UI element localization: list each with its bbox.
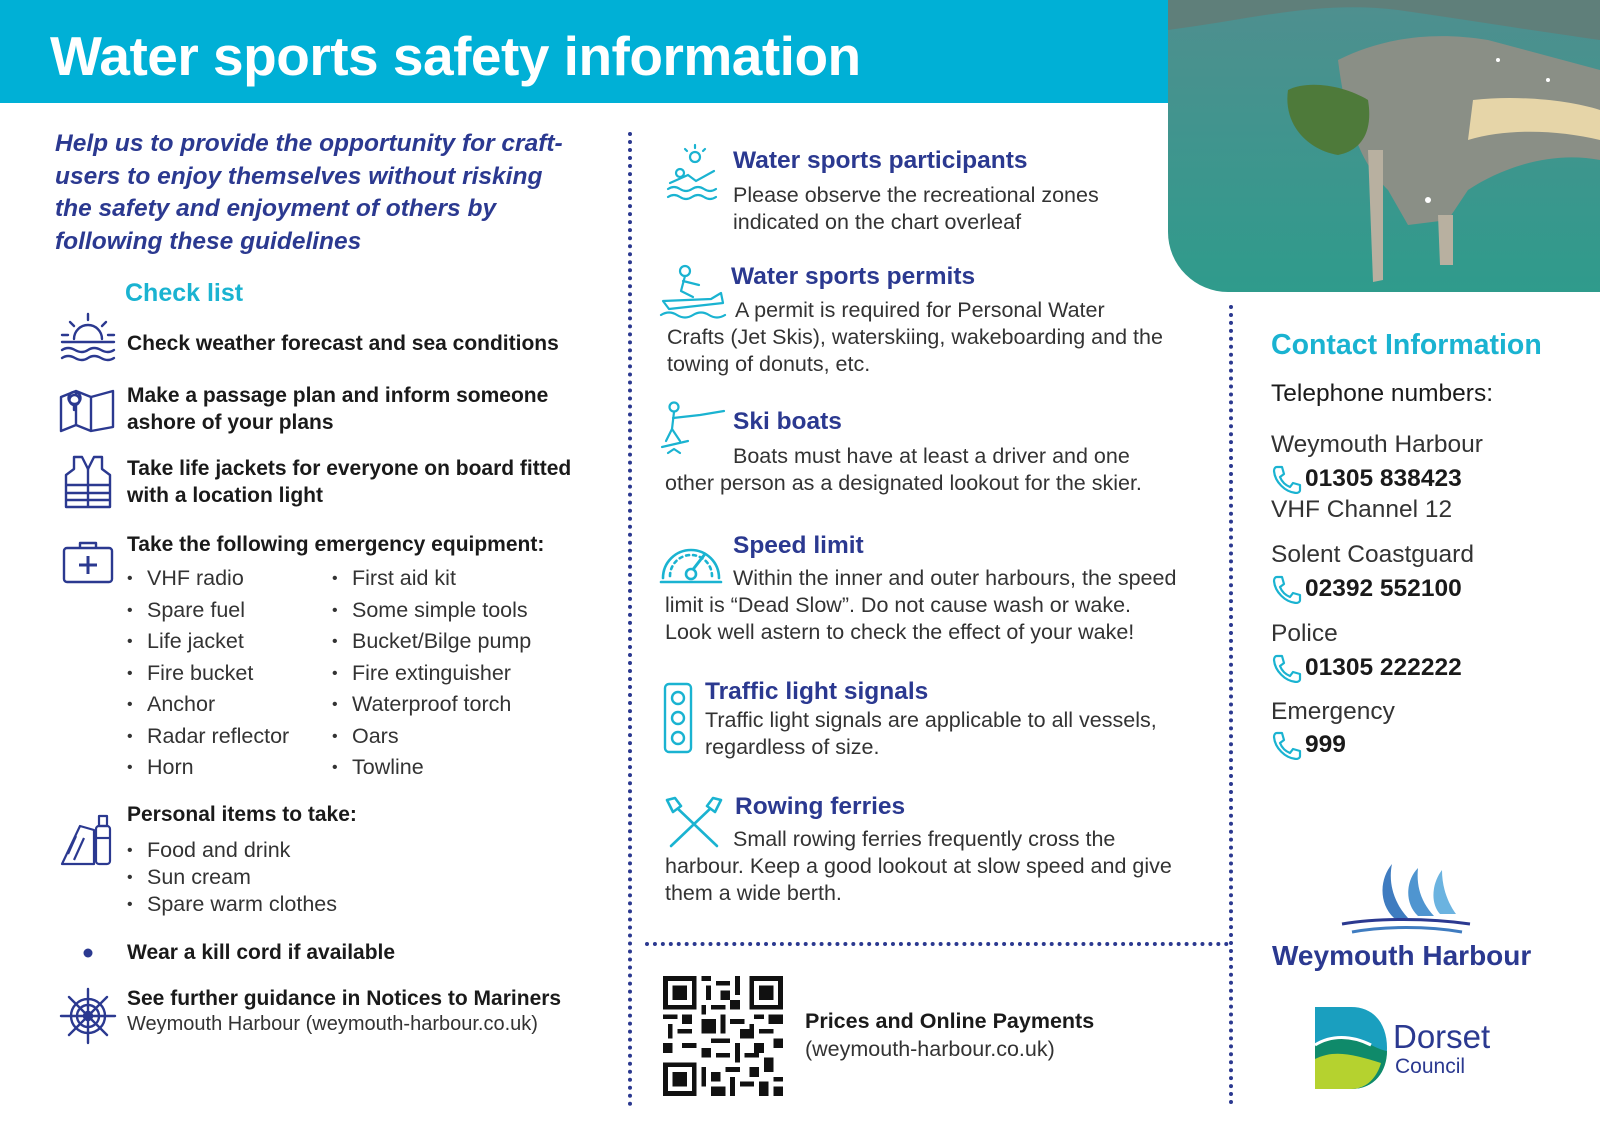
check-life-jackets: Take life jackets for everyone on board fitted with a location light bbox=[127, 457, 572, 507]
speedometer-icon bbox=[659, 532, 723, 586]
phone-icon bbox=[1271, 653, 1303, 683]
list-item: • Bucket/Bilge pump bbox=[332, 626, 531, 658]
dorset-council-emblem bbox=[1311, 1005, 1389, 1091]
kill-cord: Wear a kill cord if available bbox=[127, 941, 396, 964]
speed-limit-title: Speed limit bbox=[733, 532, 864, 559]
qr-code[interactable] bbox=[663, 976, 783, 1096]
list-item: • Waterproof torch bbox=[332, 689, 531, 721]
sun-over-waves-icon bbox=[60, 311, 116, 365]
guidance-notices: See further guidance in Notices to Mariners bbox=[127, 987, 562, 1010]
equipment-title: Take the following emergency equipment: bbox=[127, 533, 545, 556]
jet-ski-icon bbox=[659, 263, 727, 319]
list-item: • First aid kit bbox=[332, 563, 531, 595]
title-bar bbox=[0, 0, 1168, 103]
rowing-ferries-title: Rowing ferries bbox=[735, 793, 906, 820]
permits-title: Water sports permits bbox=[731, 263, 976, 290]
dorset-logo-text: Dorset bbox=[1393, 1018, 1491, 1055]
payments-divider bbox=[645, 942, 1229, 946]
water-skier-icon bbox=[660, 401, 726, 457]
phone-icon bbox=[1271, 730, 1303, 760]
coastguard-phone[interactable]: 02392 552100 bbox=[1271, 574, 1462, 604]
list-item: • Life jacket bbox=[127, 626, 289, 658]
vhf-channel: VHF Channel 12 bbox=[1271, 496, 1453, 523]
list-item: • VHF radio bbox=[127, 563, 289, 595]
map-pin-icon bbox=[59, 385, 115, 433]
bullet-dot-icon bbox=[83, 948, 93, 958]
list-item: • Food and drink bbox=[127, 837, 337, 864]
list-item: • Spare fuel bbox=[127, 595, 289, 627]
guidance-link[interactable]: Weymouth Harbour (weymouth-harbour.co.uk) bbox=[127, 1013, 538, 1035]
telephone-heading: Telephone numbers: bbox=[1271, 380, 1494, 407]
ski-boats-body-first: Boats must have at least a driver and one bbox=[733, 444, 1130, 468]
column-divider-right bbox=[1229, 305, 1233, 1105]
traffic-light-icon bbox=[663, 682, 693, 754]
weymouth-harbour-logo-text: Weymouth Harbour bbox=[1272, 940, 1532, 971]
participants-title: Water sports participants bbox=[733, 147, 1028, 174]
rowing-ferries-body-first: Small rowing ferries frequently cross the bbox=[733, 827, 1116, 851]
emergency-phone[interactable]: 999 bbox=[1271, 730, 1346, 760]
prices-title: Prices and Online Payments bbox=[805, 1009, 1095, 1033]
personal-items-list bbox=[127, 837, 337, 918]
list-item: • Anchor bbox=[127, 689, 289, 721]
page-title: Water sports safety information bbox=[50, 25, 861, 87]
equipment-list-col2 bbox=[332, 563, 531, 784]
prices-link[interactable]: (weymouth-harbour.co.uk) bbox=[805, 1037, 1055, 1061]
permits-body-first: A permit is required for Personal Water bbox=[735, 298, 1105, 322]
permits-body-rest: Crafts (Jet Skis), waterskiing, wakeboarding and the towing of donuts, etc. bbox=[667, 325, 1163, 376]
contact-title: Contact Information bbox=[1271, 329, 1542, 361]
list-item: • Oars bbox=[332, 721, 531, 753]
rowing-ferries-body-rest: harbour. Keep a good lookout at slow speed and give them a wide berth. bbox=[665, 854, 1172, 905]
emergency-label: Emergency bbox=[1271, 698, 1395, 725]
phone-icon bbox=[1271, 464, 1303, 494]
list-item: • Sun cream bbox=[127, 864, 337, 891]
harbour-aerial-photo bbox=[1168, 0, 1600, 292]
police-label: Police bbox=[1271, 620, 1338, 647]
list-item: • Radar reflector bbox=[127, 721, 289, 753]
list-item: • Spare warm clothes bbox=[127, 891, 337, 918]
check-weather: Check weather forecast and sea conditions bbox=[127, 332, 559, 355]
list-item: • Fire bucket bbox=[127, 658, 289, 690]
participants-body: Please observe the recreational zones indicated on the chart overleaf bbox=[733, 183, 1099, 234]
list-item: • Towline bbox=[332, 752, 531, 784]
life-jacket-icon bbox=[64, 455, 112, 509]
weymouth-harbour-sails-logo bbox=[1338, 858, 1474, 940]
list-item: • Fire extinguisher bbox=[332, 658, 531, 690]
weymouth-harbour-label: Weymouth Harbour bbox=[1271, 431, 1483, 458]
checklist-title: Check list bbox=[125, 279, 244, 307]
council-logo-text: Council bbox=[1395, 1055, 1466, 1078]
speed-limit-body-rest: limit is “Dead Slow”. Do not cause wash or wake. Look well astern to check the effect of your wake! bbox=[665, 593, 1135, 644]
coastguard-label: Solent Coastguard bbox=[1271, 541, 1474, 568]
column-divider-left bbox=[628, 132, 632, 1107]
traffic-lights-title: Traffic light signals bbox=[705, 678, 929, 705]
personal-items-title: Personal items to take: bbox=[127, 803, 357, 826]
police-phone[interactable]: 01305 222222 bbox=[1271, 653, 1462, 683]
check-passage-plan: Make a passage plan and inform someone ashore of your plans bbox=[127, 384, 549, 434]
ship-wheel-icon bbox=[59, 987, 117, 1045]
speed-limit-body-first: Within the inner and outer harbours, the speed bbox=[733, 566, 1177, 590]
weymouth-harbour-phone[interactable]: 01305 838423 bbox=[1271, 464, 1462, 494]
swimmer-icon bbox=[666, 143, 724, 205]
equipment-list-col1 bbox=[127, 563, 289, 784]
intro-text: Help us to provide the opportunity for craft-users to enjoy themselves without risking the safety and enjoyment of others by following these guidelines bbox=[55, 130, 563, 255]
list-item: • Some simple tools bbox=[332, 595, 531, 627]
crossed-oars-icon bbox=[665, 796, 723, 848]
phone-icon bbox=[1271, 574, 1303, 604]
first-aid-kit-icon bbox=[62, 540, 114, 584]
ski-boats-title: Ski boats bbox=[733, 408, 842, 435]
ski-boats-body-rest: other person as a designated lookout for the skier. bbox=[665, 471, 1142, 495]
list-item: • Horn bbox=[127, 752, 289, 784]
sun-cream-bottle-icon bbox=[60, 810, 116, 866]
traffic-lights-body: Traffic light signals are applicable to all vessels, regardless of size. bbox=[705, 708, 1157, 759]
